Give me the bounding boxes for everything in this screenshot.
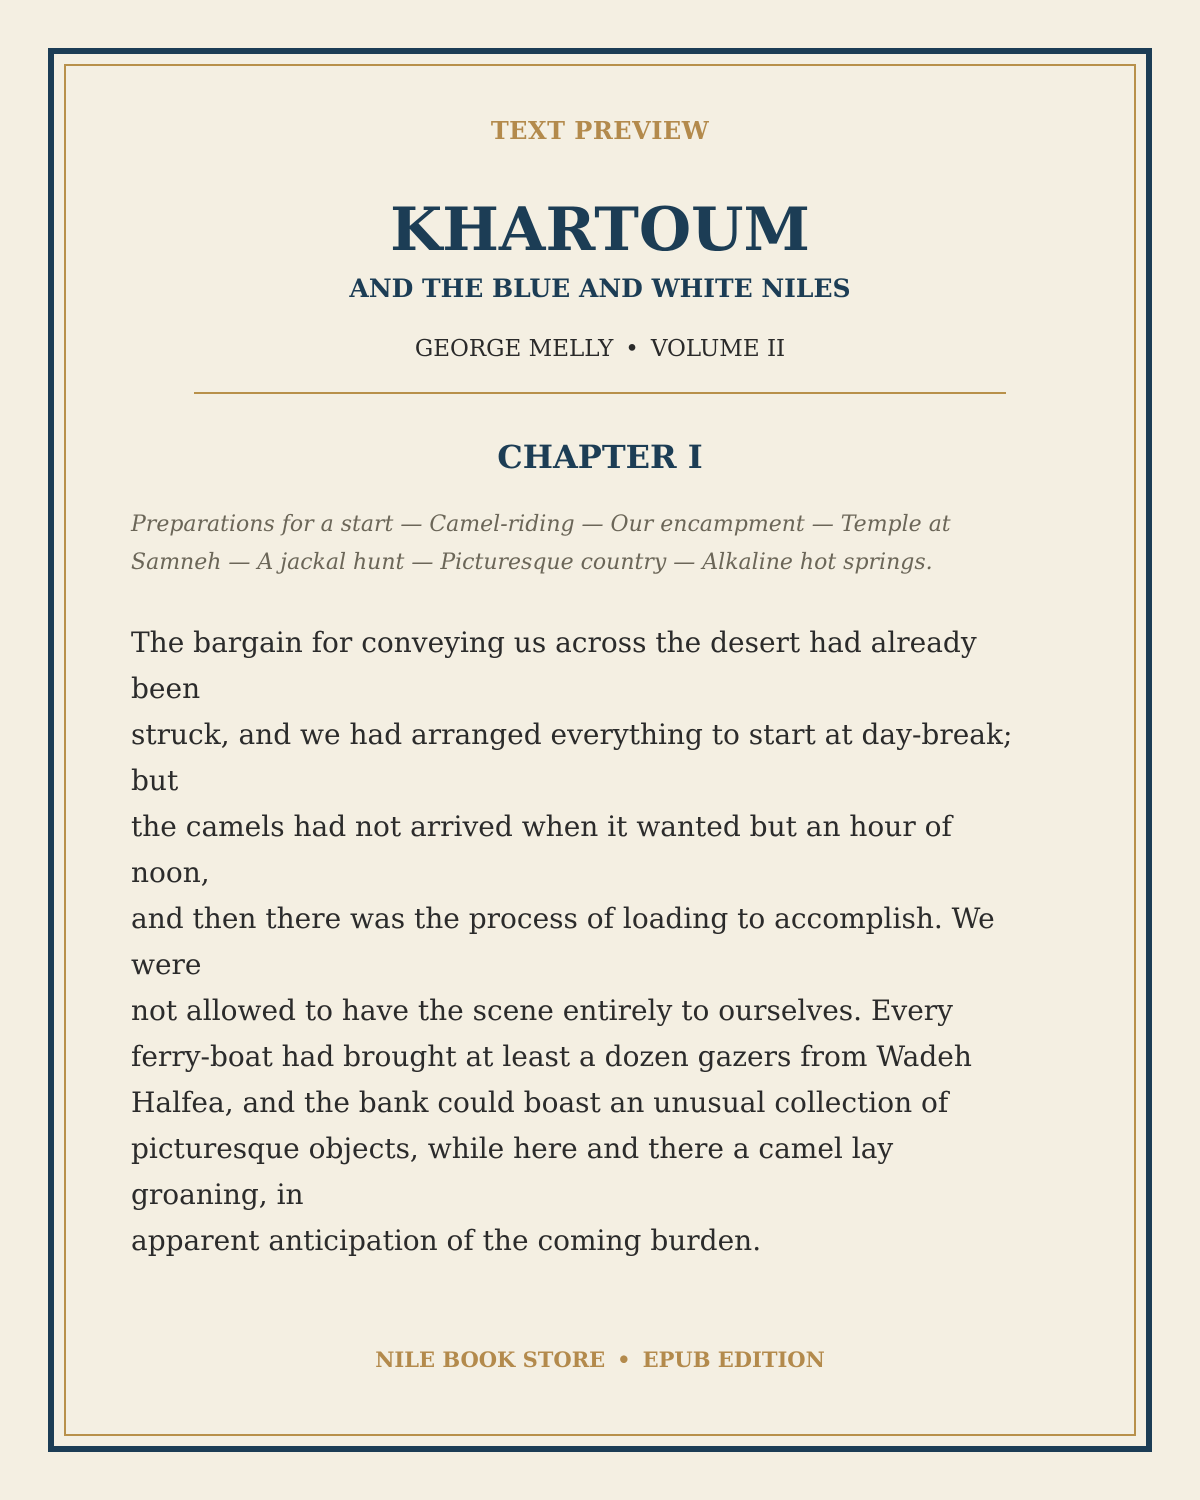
body-line: The bargain for conveying us across the desert had already been [131,626,977,705]
body-line: not allowed to have the scene entirely to ourselves. Every [131,994,953,1027]
synopsis-line: Preparations for a start — Camel-riding — Our encampment — Temple at [131,512,951,537]
edition-label: EPUB EDITION [642,1347,825,1372]
store-name: NILE BOOK STORE [375,1347,606,1372]
byline [0,336,1200,362]
body-line: and then there was the process of loading to accomplish. We were [131,902,995,981]
body-line: Halfea, and the bank could boast an unusual collection of [131,1086,949,1119]
preview-label: TEXT PREVIEW [490,116,710,145]
body-line: apparent anticipation of the coming burden. [131,1224,762,1257]
synopsis-line: Samneh — A jackal hunt — Picturesque country — Alkaline hot springs. [131,550,933,575]
footer-separator: • [617,1347,631,1372]
title-divider [194,392,1006,394]
footer [0,1347,1200,1372]
author-name: GEORGE MELLY [414,336,614,362]
book-subtitle: AND THE BLUE AND WHITE NILES [349,274,851,303]
body-line: struck, and we had arranged everything to start at day-break; but [131,718,1013,797]
body-line: ferry-boat had brought at least a dozen gazers from Wadeh [131,1040,972,1073]
body-line: picturesque objects, while here and there a camel lay groaning, in [131,1132,894,1211]
volume-label: VOLUME II [650,336,786,362]
body-line: the camels had not arrived when it wanted but an hour of noon, [131,810,952,889]
chapter-body [131,620,1031,1264]
book-title: KHARTOUM [390,195,810,265]
byline-separator: • [625,336,639,362]
chapter-synopsis [131,506,1031,582]
chapter-heading: CHAPTER I [497,438,703,476]
